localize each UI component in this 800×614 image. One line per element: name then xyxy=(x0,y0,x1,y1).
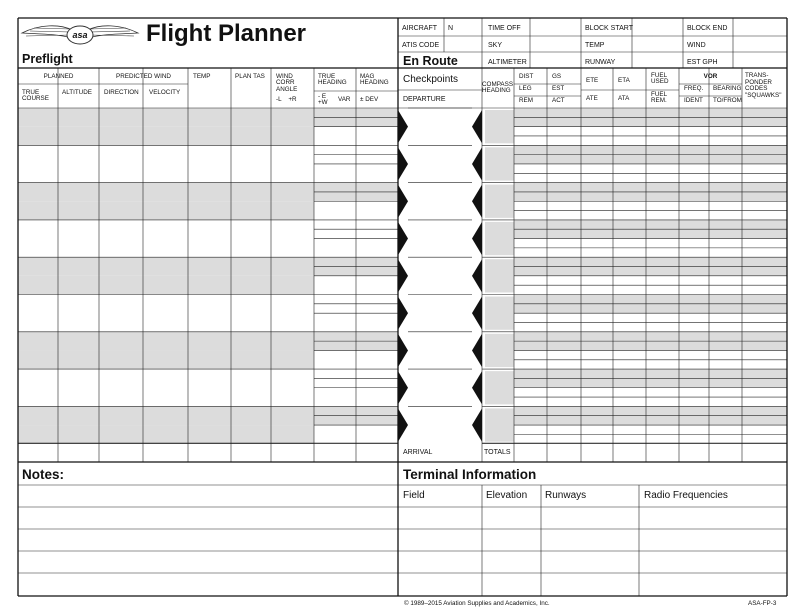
preflight-shaded-cell xyxy=(18,350,314,369)
fuel-rem-header: FUEL REM. xyxy=(651,91,667,105)
runways-column-header: Runways xyxy=(545,490,587,501)
terminal-info-heading: Terminal Information xyxy=(403,467,537,482)
temp-header: TEMP xyxy=(193,73,211,80)
form-code: ASA-FP-3 xyxy=(748,600,777,607)
checkpoint-right-tab xyxy=(472,297,482,330)
checkpoints-header: Checkpoints xyxy=(403,74,459,85)
est-gph-label: EST GPH xyxy=(687,59,718,66)
compass-shaded-cell xyxy=(485,185,514,218)
checkpoint-right-tab xyxy=(472,185,482,218)
notes-heading: Notes: xyxy=(22,467,65,482)
compass-shaded-cell xyxy=(485,371,514,404)
temp-label: TEMP xyxy=(585,42,605,49)
preflight-shaded-cell xyxy=(18,127,314,146)
preflight-shaded-cell xyxy=(18,276,314,295)
eta-header: ETA xyxy=(618,77,630,84)
checkpoint-left-tab xyxy=(398,147,408,180)
block-end-label: BLOCK END xyxy=(687,25,728,32)
runway-label: RUNWAY xyxy=(585,59,616,66)
heading-signs: - E +W xyxy=(318,93,328,107)
freq-header: FREQ. xyxy=(684,85,704,92)
compass-shaded-cell xyxy=(485,147,514,180)
direction-header: DIRECTION xyxy=(104,89,139,96)
aircraft-value[interactable]: N xyxy=(448,25,454,32)
time-off-label: TIME OFF xyxy=(488,25,521,32)
checkpoint-left-tab xyxy=(398,222,408,255)
preflight-shaded-cell xyxy=(18,183,314,202)
compass-shaded-cell xyxy=(485,297,514,330)
preflight-shaded-cell xyxy=(18,406,314,425)
to-from-header: TO/FROM xyxy=(713,97,742,104)
aircraft-label: AIRCRAFT xyxy=(402,25,437,32)
ete-header: ETE xyxy=(586,77,599,84)
wind-corr-angle-header: WIND CORR ANGLE xyxy=(276,73,298,93)
plan-tas-header: PLAN TAS xyxy=(235,73,265,80)
elevation-column-header: Elevation xyxy=(486,490,528,501)
compass-heading-header: COMPASS HEADING xyxy=(482,81,514,95)
departure-label: DEPARTURE xyxy=(403,96,446,103)
checkpoint-right-tab xyxy=(472,408,482,441)
compass-shaded-cell xyxy=(485,222,514,255)
act-header: ACT xyxy=(552,97,565,104)
gs-header: GS xyxy=(552,73,562,80)
altitude-header: ALTITUDE xyxy=(62,89,92,96)
logo-text: asa xyxy=(72,30,88,40)
field-column-header: Field xyxy=(403,490,425,501)
checkpoint-right-tab xyxy=(472,371,482,404)
preflight-shaded-cell xyxy=(18,425,314,444)
true-course-header: TRUE COURSE xyxy=(22,89,49,103)
preflight-shaded-cell xyxy=(18,332,314,351)
checkpoint-right-tab xyxy=(472,222,482,255)
planned-header: PLANNED xyxy=(43,73,74,80)
compass-shaded-cell xyxy=(485,408,514,441)
bearing-header: BEARING xyxy=(713,85,742,92)
page-title: Flight Planner xyxy=(146,20,307,47)
dist-header: DIST xyxy=(519,73,534,80)
wca-signs: -L +R xyxy=(276,96,297,103)
enroute-heading: En Route xyxy=(403,54,458,68)
arrival-label: ARRIVAL xyxy=(403,449,433,456)
preflight-shaded-cell xyxy=(18,201,314,220)
checkpoint-right-tab xyxy=(472,110,482,143)
var-header: VAR xyxy=(338,96,351,103)
true-heading-header: TRUE HEADING xyxy=(318,73,347,87)
leg-header: LEG xyxy=(519,85,532,92)
predicted-wind-header: PREDICTED WIND xyxy=(116,73,171,80)
altimeter-label: ALTIMETER xyxy=(488,59,527,66)
mag-heading-header: MAG HEADING xyxy=(360,73,389,87)
copyright-text: © 1989–2015 Aviation Supplies and Academics, Inc. xyxy=(404,600,550,607)
checkpoint-left-tab xyxy=(398,185,408,218)
velocity-header: VELOCITY xyxy=(149,89,181,96)
est-header: EST xyxy=(552,85,565,92)
ate-header: ATE xyxy=(586,95,598,102)
checkpoint-left-tab xyxy=(398,297,408,330)
compass-shaded-cell xyxy=(485,110,514,143)
checkpoint-right-tab xyxy=(472,147,482,180)
checkpoint-right-tab xyxy=(472,259,482,292)
fuel-used-header: FUEL USED xyxy=(651,72,669,86)
ata-header: ATA xyxy=(618,95,630,102)
radio-frequencies-column-header: Radio Frequencies xyxy=(644,490,728,501)
atis-code-label: ATIS CODE xyxy=(402,42,440,49)
checkpoint-left-tab xyxy=(398,408,408,441)
wind-label: WIND xyxy=(687,42,706,49)
block-start-label: BLOCK START xyxy=(585,25,633,32)
compass-shaded-cell xyxy=(485,334,514,367)
preflight-shaded-cell xyxy=(18,108,314,127)
sky-label: SKY xyxy=(488,42,503,49)
checkpoint-right-tab xyxy=(472,334,482,367)
transponder-codes-header: TRANS- PONDER CODES "SQUAWKS" xyxy=(745,72,782,99)
totals-label: TOTALS xyxy=(484,449,511,456)
compass-shaded-cell xyxy=(485,259,514,292)
rem-header: REM xyxy=(519,97,533,104)
checkpoint-left-tab xyxy=(398,334,408,367)
checkpoint-left-tab xyxy=(398,259,408,292)
dev-header: ± DEV xyxy=(360,96,379,103)
preflight-shaded-cell xyxy=(18,257,314,276)
vor-header: VOR xyxy=(703,73,718,80)
checkpoint-left-tab xyxy=(398,110,408,143)
checkpoint-left-tab xyxy=(398,371,408,404)
ident-header: IDENT xyxy=(684,97,703,104)
preflight-heading: Preflight xyxy=(22,52,73,66)
